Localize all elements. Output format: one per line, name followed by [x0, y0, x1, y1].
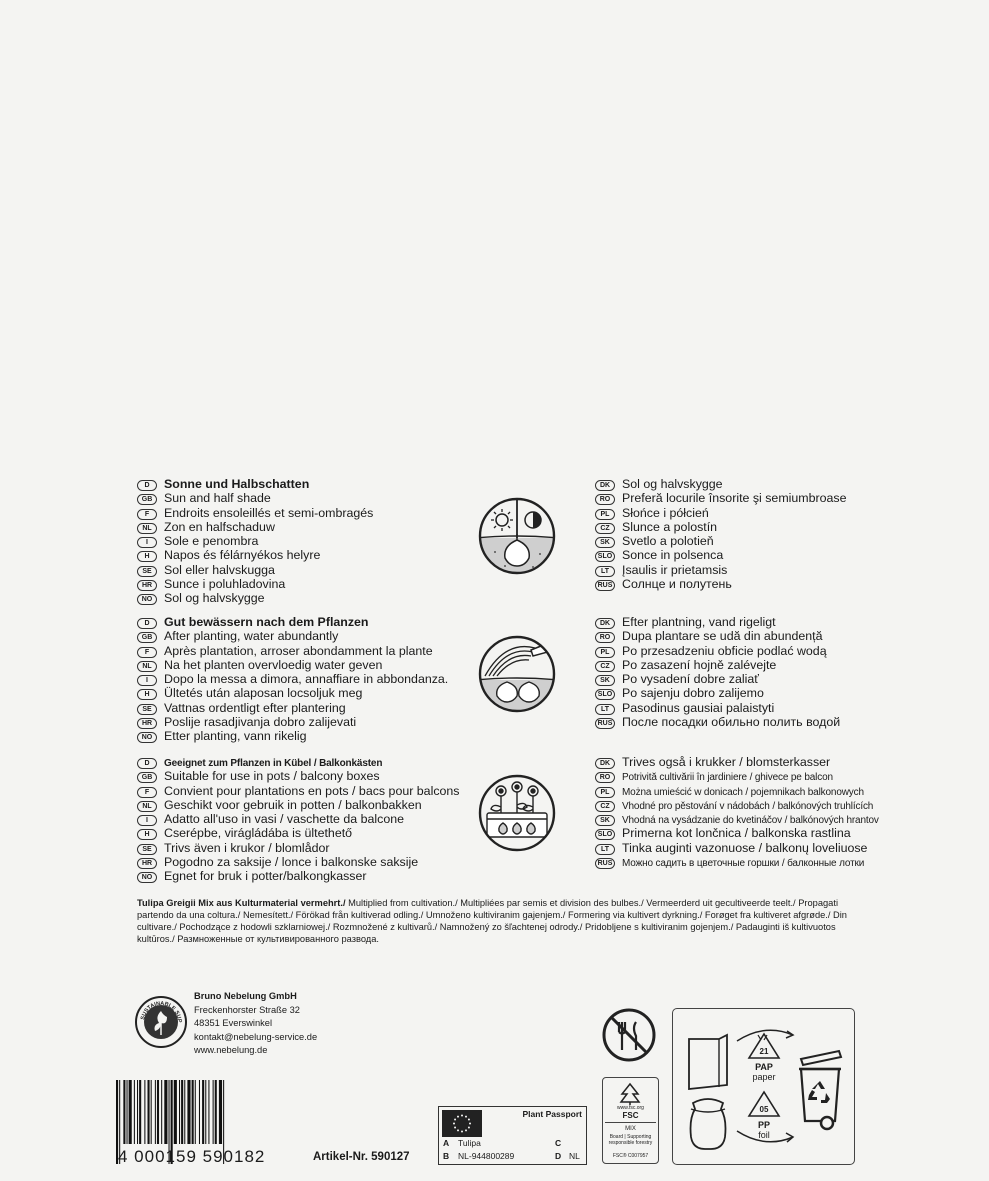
lang-line — [137, 686, 362, 700]
lang-text: Preferă locurile însorite şi semiumbroase — [622, 491, 847, 506]
cultivation-note — [137, 897, 857, 945]
barcode-bar — [123, 1080, 125, 1144]
lang-code-badge: RUS — [595, 858, 615, 869]
lang-line — [137, 577, 285, 591]
lang-text: After planting, water abundantly — [164, 629, 339, 644]
foil-bag-icon — [685, 1093, 731, 1153]
lang-code-badge: NL — [137, 523, 157, 534]
lang-code-badge: H — [137, 551, 157, 562]
lang-text: Gut bewässern nach dem Pflanzen — [164, 615, 369, 629]
lang-code-badge: CZ — [595, 523, 615, 534]
lang-text: После посадки обильно полить водой — [622, 714, 841, 729]
lang-code-badge: H — [137, 829, 157, 840]
cultivation-note-bold: Tulipa Greigii Mix aus Kulturmaterial vermehrt./ — [137, 898, 346, 908]
lang-text: Įsaulis ir prietamsis — [622, 562, 728, 577]
not-food-safe-icon — [600, 1006, 658, 1064]
lang-text: Dopo la messa a dimora, annaffiare in abbondanza. — [164, 672, 449, 686]
lang-code-badge: LT — [595, 704, 615, 715]
sun-half-shade-icon — [475, 494, 559, 578]
foil-word: foil — [758, 1130, 770, 1140]
lang-code-badge: CZ — [595, 661, 615, 672]
lang-text: Après plantation, arroser abondamment la plante — [164, 643, 433, 658]
seal-text: SUSTAINABLE SUP — [140, 1000, 183, 1023]
lang-line — [595, 701, 774, 715]
lang-code-badge: SE — [137, 844, 157, 855]
barcode-bar — [144, 1080, 145, 1144]
lang-text: Trives også i krukker / blomsterkasser — [622, 755, 831, 769]
lang-code-badge: I — [137, 815, 157, 826]
company-street: Freckenhorster Straße 32 — [194, 1004, 300, 1015]
lang-text: Sonce in polsenca — [622, 548, 724, 563]
eu-star — [461, 1115, 463, 1117]
eu-star — [468, 1119, 470, 1121]
recycling-bin-icon — [795, 1049, 847, 1131]
lang-text: Ültetés után alaposan locsoljuk meg — [164, 686, 363, 701]
lang-code-badge: SE — [137, 704, 157, 715]
lang-code-badge: SK — [595, 675, 615, 686]
lang-text: Egnet for bruk i potter/balkongkasser — [164, 869, 367, 883]
lang-code-badge: LT — [595, 844, 615, 855]
lang-text: Sol og halvskygge — [622, 477, 723, 491]
lang-line — [137, 784, 460, 798]
lang-text: Po sajenju dobro zalijemo — [622, 686, 764, 701]
pp-b-value: NL-944800289 — [458, 1151, 515, 1161]
paper-word: paper — [752, 1072, 776, 1082]
lang-line — [137, 869, 367, 883]
plant-passport-title: Plant Passport — [522, 1109, 582, 1119]
lang-code-badge: DK — [595, 618, 615, 629]
lang-text: Солнце и полутень — [622, 576, 732, 591]
lang-line — [595, 491, 847, 505]
lang-code-badge: HR — [137, 718, 157, 729]
lang-code-badge: D — [137, 618, 157, 629]
lang-text: Sonne und Halbschatten — [164, 477, 310, 491]
lang-line — [137, 841, 330, 855]
article-number: Artikel-Nr. 590127 — [313, 1151, 410, 1163]
foil-abbr: PP — [757, 1120, 770, 1130]
lang-line — [137, 615, 369, 629]
cultivation-note-text: Multiplied from cultivation./ Multipliées par semis et division des bulbes./ Vermeerderd uit gecultiveerde teelt./ Propagati partendo da una coltura./ Nemesített./ Förökad från kultiverad odling./ Umnoženo kultiviranim gajenjem./ Formering via kultivert dyrkning./ Forøget fra kultiveret afgrøde./ Din cultivare./ Pochodzące z hodowli szklarniowej./ Rozmnožené z kultivarů./ Namnožený zo šľachtenej odrody./ Pridobljene s kultiviranim gojenjem./ Padauginti iš kultivuotos kultūros./ Размноженные от культивированного развода. — [137, 898, 847, 944]
barcode-bar — [213, 1080, 214, 1144]
lang-text: Zon en halfschaduw — [164, 519, 275, 534]
lang-line — [137, 658, 382, 672]
lang-code-badge: NO — [137, 732, 157, 743]
barcode-bar — [148, 1080, 150, 1144]
lang-text: Можно садить в цветочные горшки / балконные лотки — [622, 857, 865, 869]
eu-star — [457, 1116, 459, 1118]
lang-code-badge: RUS — [595, 718, 615, 729]
barcode-bar — [208, 1080, 209, 1144]
lang-line — [137, 798, 422, 812]
lang-line — [595, 548, 723, 562]
barcode-bar — [155, 1080, 156, 1144]
lang-line — [137, 729, 307, 743]
lang-text: Convient pour plantations en pots / bacs pour balcons — [164, 783, 460, 798]
lang-line — [595, 672, 759, 686]
company-address — [194, 990, 317, 1058]
barcode-bar — [202, 1080, 204, 1144]
lang-code-badge: I — [137, 537, 157, 548]
barcode-bar — [199, 1080, 200, 1144]
lang-code-badge: SK — [595, 815, 615, 826]
paper-sheet-icon — [685, 1031, 731, 1093]
fsc-text: FSC — [622, 1111, 639, 1120]
lang-code-badge: PL — [595, 787, 615, 798]
lang-code-badge: NO — [137, 872, 157, 883]
lang-text: Geschikt voor gebruik in potten / balkonbakken — [164, 797, 422, 812]
lang-code-badge: RO — [595, 632, 615, 643]
eu-star — [454, 1119, 456, 1121]
plant-passport — [438, 1106, 587, 1165]
lang-line — [137, 477, 309, 491]
barcode-bar — [134, 1080, 135, 1144]
barcode-bar — [157, 1080, 159, 1144]
lang-code-badge: D — [137, 480, 157, 491]
lang-text: Po przesadzeniu obficie podlać wodą — [622, 643, 827, 658]
lang-text: Pogodno za saksije / lonce i balkonske saksije — [164, 854, 419, 869]
lang-line — [137, 812, 404, 826]
lang-code-badge: RO — [595, 494, 615, 505]
barcode-bar — [187, 1080, 190, 1144]
lang-code-badge: D — [137, 758, 157, 769]
eu-star — [453, 1123, 455, 1125]
lang-line — [595, 644, 827, 658]
fsc-mix: MIX — [625, 1126, 636, 1132]
lang-text: Primerna kot lončnica / balkonska rastlina — [622, 826, 851, 841]
lang-code-badge: LT — [595, 566, 615, 577]
pp-a-label: A — [443, 1138, 450, 1148]
lang-line — [137, 715, 356, 729]
lang-code-badge: GB — [137, 772, 157, 783]
lang-code-badge: SK — [595, 537, 615, 548]
lang-line — [137, 629, 338, 643]
lang-text: Na het planten overvloedig water geven — [164, 657, 383, 672]
pp-d-value: NL — [569, 1151, 580, 1161]
barcode-bar — [219, 1080, 222, 1144]
lang-line — [595, 534, 714, 548]
lang-line — [137, 520, 275, 534]
lang-text: Po zasazení hojně zalévejte — [622, 657, 777, 672]
barcode-bar — [181, 1080, 183, 1144]
eu-star — [461, 1131, 463, 1133]
lang-code-badge: NL — [137, 801, 157, 812]
lang-code-badge: H — [137, 689, 157, 700]
barcode-bar — [161, 1080, 162, 1144]
balcony-box-icon — [475, 771, 559, 855]
eu-star — [468, 1127, 470, 1129]
fsc-site: www.fsc.org — [617, 1105, 644, 1111]
paper-code: 21 — [759, 1047, 769, 1056]
lang-line — [137, 534, 258, 548]
lang-code-badge: SE — [137, 566, 157, 577]
lang-text: Sole e penombra — [164, 534, 259, 548]
lang-code-badge: HR — [137, 858, 157, 869]
lang-line — [137, 672, 448, 686]
lang-code-badge: GB — [137, 632, 157, 643]
lang-code-badge: SLO — [595, 689, 615, 700]
lang-code-badge: DK — [595, 480, 615, 491]
eu-star — [457, 1129, 459, 1131]
pp-b-label: B — [443, 1151, 450, 1161]
eu-star — [465, 1116, 467, 1118]
lang-line — [595, 563, 727, 577]
lang-line — [137, 855, 418, 869]
lang-text: Sol eller halvskugga — [164, 562, 275, 577]
lang-text: Tinka auginti vazonuose / balkonų loveliuose — [622, 840, 868, 855]
fsc-desc: Board | Supporting responsible forestry — [608, 1134, 653, 1146]
lang-text: Słońce i półcień — [622, 505, 709, 520]
lang-text: Suitable for use in pots / balcony boxes — [164, 769, 380, 784]
lang-text: Cserépbe, virágládába is ültethető — [164, 826, 353, 841]
lang-code-badge: I — [137, 675, 157, 686]
lang-code-badge: NO — [137, 594, 157, 605]
barcode-bar — [174, 1080, 177, 1144]
lang-text: Vhodná na vysádzanie do kvetináčov / balkónových hrantov — [622, 815, 879, 826]
arrow-icon — [733, 1023, 797, 1045]
lang-line — [137, 701, 346, 715]
barcode-bar — [164, 1080, 167, 1144]
sustainable-supplier-seal — [134, 995, 188, 1049]
lang-text: Adatto all'uso in vasi / vaschette da balcone — [164, 812, 405, 826]
barcode-bar — [151, 1080, 152, 1144]
lang-line — [137, 491, 271, 505]
arrow-icon — [733, 1127, 797, 1149]
lang-line — [595, 755, 830, 769]
lang-text: Efter plantning, vand rigeligt — [622, 615, 776, 629]
lang-line — [595, 855, 864, 871]
lang-code-badge: HR — [137, 580, 157, 591]
company-name: Bruno Nebelung GmbH — [194, 991, 297, 1001]
barcode-bar — [195, 1080, 196, 1144]
lang-text: Endroits ensoleillés et semi-ombragés — [164, 505, 374, 520]
fsc-code: FSC® C007957 — [612, 1153, 649, 1159]
lang-line — [595, 629, 822, 643]
lang-code-badge: CZ — [595, 801, 615, 812]
pp-c-label: C — [555, 1138, 562, 1148]
company-city: 48351 Everswinkel — [194, 1018, 273, 1028]
lang-text: Po vysadení dobre zaliať — [622, 672, 759, 686]
lang-line — [137, 769, 380, 783]
lang-code-badge: NL — [137, 661, 157, 672]
lang-text: Sunce i poluhladovina — [164, 576, 286, 591]
recycling-panel — [672, 1008, 855, 1165]
barcode-bar — [184, 1080, 185, 1144]
lang-line — [137, 591, 265, 605]
lang-text: Trivs även i krukor / blomlådor — [164, 840, 330, 855]
lang-text: Geeignet zum Pflanzen in Kübel / Balkonkästen — [164, 758, 383, 769]
lang-line — [137, 826, 352, 840]
barcode-digits: 4 000159 590182 — [118, 1147, 266, 1166]
lang-line — [595, 506, 709, 520]
eu-star — [469, 1123, 471, 1125]
lang-text: Można umieścić w donicach / pojemnikach balkonowych — [622, 786, 864, 798]
lang-line — [595, 715, 840, 729]
lang-code-badge: RUS — [595, 580, 615, 591]
lang-line — [595, 477, 723, 491]
lang-text: Svetlo a polotieň — [622, 534, 714, 548]
company-web[interactable]: www.nebelung.de — [194, 1045, 268, 1055]
lang-line — [595, 520, 717, 534]
lang-code-badge: SLO — [595, 829, 615, 840]
lang-text: Sol og halvskygge — [164, 591, 265, 605]
lang-code-badge: SLO — [595, 551, 615, 562]
lang-code-badge: GB — [137, 494, 157, 505]
lang-text: Vhodné pro pěstování v nádobách / balkónových truhlících — [622, 800, 874, 812]
lang-line — [137, 506, 373, 520]
fsc-label — [602, 1077, 659, 1164]
lang-line — [595, 686, 764, 700]
lang-code-badge: DK — [595, 758, 615, 769]
barcode-bar — [179, 1080, 180, 1144]
barcode-bar — [127, 1080, 128, 1144]
lang-text: Vattnas ordentligt efter plantering — [164, 700, 346, 715]
barcode-bar — [139, 1080, 141, 1144]
eu-star — [465, 1129, 467, 1131]
lang-code-badge: RO — [595, 772, 615, 783]
lang-text: Etter planting, vann rikelig — [164, 729, 307, 743]
pp-d-label: D — [555, 1151, 562, 1161]
watering-icon — [475, 632, 559, 716]
lang-line — [137, 548, 320, 562]
lang-text: Slunce a polostín — [622, 519, 718, 534]
fsc-tree-icon — [617, 1082, 643, 1106]
lang-text: Pasodinus gausiai palaistyti — [622, 700, 775, 715]
lang-code-badge: F — [137, 647, 157, 658]
lang-line — [595, 826, 851, 840]
lang-line — [137, 644, 433, 658]
barcode-bar — [192, 1080, 194, 1144]
lang-text: Dupa plantare se udă din abundență — [622, 629, 823, 644]
lang-line — [595, 577, 732, 591]
lang-line — [137, 563, 275, 577]
barcode-bar — [137, 1080, 138, 1144]
lang-line — [595, 658, 776, 672]
lang-code-badge: PL — [595, 509, 615, 520]
lang-text: Napos és félárnyékos helyre — [164, 548, 321, 563]
lang-text: Sun and half shade — [164, 491, 271, 506]
barcode-bar — [205, 1080, 206, 1144]
barcode-bar — [215, 1080, 217, 1144]
pp-a-value: Tulipa — [458, 1138, 481, 1148]
paper-abbr: PAP — [755, 1062, 773, 1072]
lang-text: Potrivită cultivării în jardiniere / ghivece pe balcon — [622, 772, 833, 784]
lang-code-badge: F — [137, 509, 157, 520]
lang-text: Poslije rasadjivanja dobro zalijevati — [164, 714, 357, 729]
lang-line — [595, 841, 867, 855]
lang-line — [595, 615, 776, 629]
recycle-foil-icon — [746, 1089, 782, 1119]
lang-code-badge: PL — [595, 647, 615, 658]
company-email[interactable]: kontakt@nebelung-service.de — [194, 1031, 318, 1042]
lang-code-badge: F — [137, 787, 157, 798]
eu-flag-icon — [442, 1110, 482, 1137]
eu-star — [454, 1127, 456, 1129]
barcode-bar — [129, 1080, 132, 1144]
foil-code: 05 — [759, 1105, 769, 1114]
